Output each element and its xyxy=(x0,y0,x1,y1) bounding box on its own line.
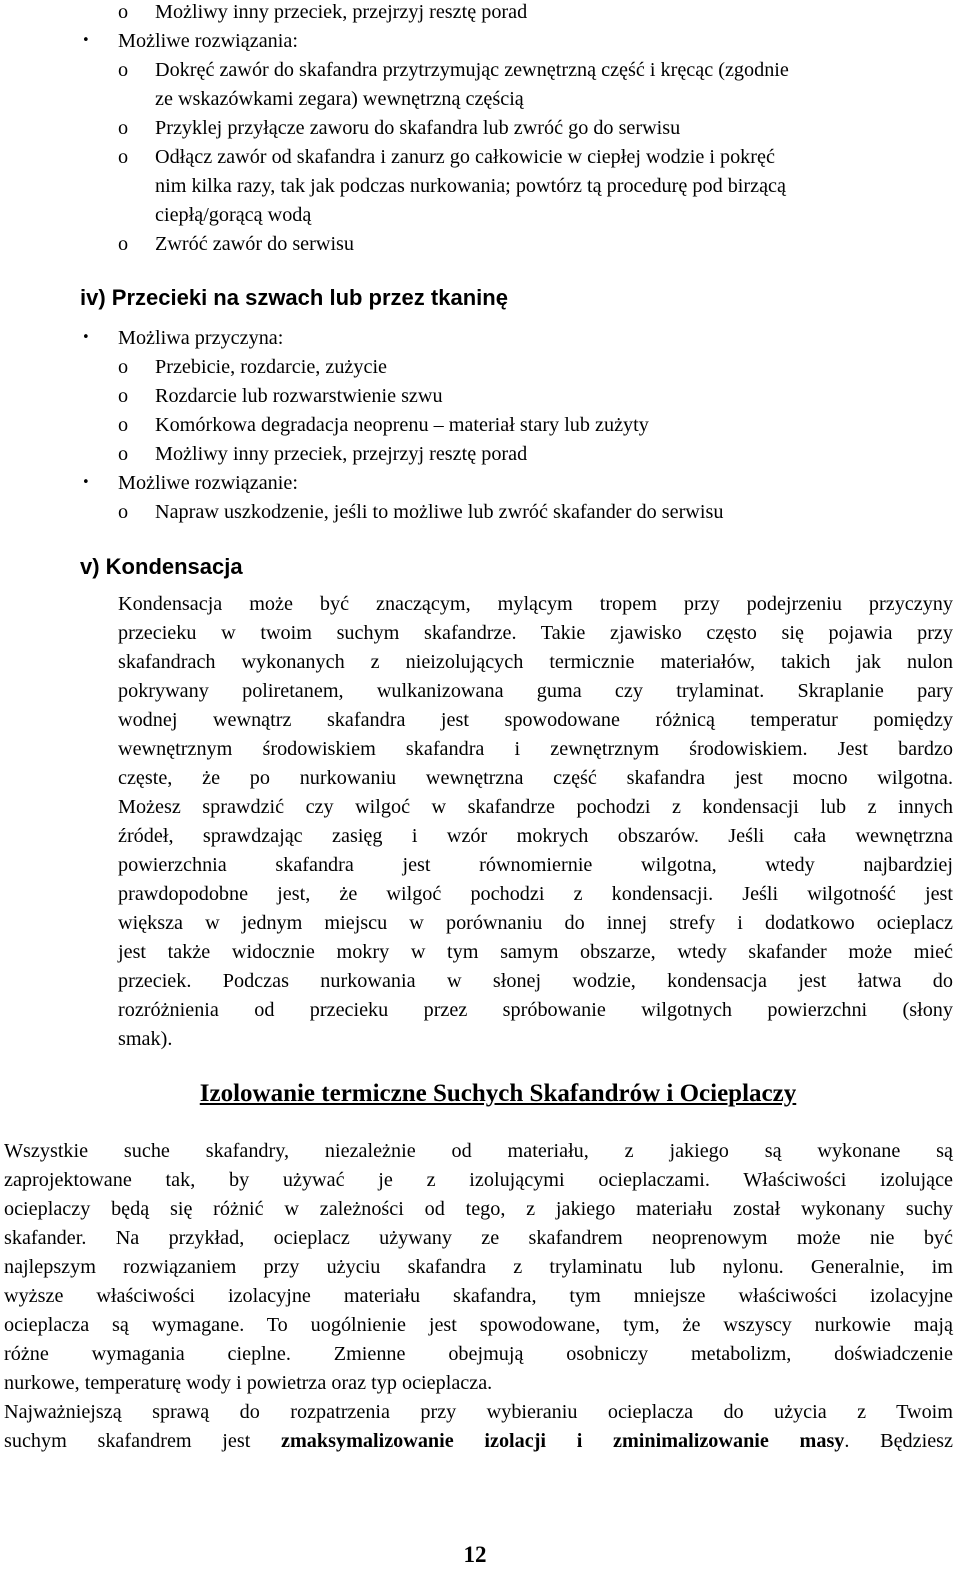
paragraph-line: najlepszym rozwiązaniem przy użyciu skafandra z trylaminatu lub nylonu. Generalnie, im xyxy=(4,1256,953,1278)
bullet-marker: • xyxy=(82,33,90,48)
paragraph-line: smak). xyxy=(118,1028,173,1050)
solution-label: Możliwe rozwiązanie: xyxy=(118,472,298,494)
paragraph-line: różne wymagania cieplne. Zmienne obejmują osobniczy metabolizm, doświadczenie xyxy=(4,1343,953,1365)
sub-bullet-marker: o xyxy=(118,414,129,436)
paragraph-line: skafander. Na przykład, ocieplacz używany ze skafandrem neoprenowym może nie być xyxy=(4,1227,953,1249)
section-heading: v) Kondensacja xyxy=(80,554,243,579)
paragraph-line: źródeł, sprawdzając zasięg i wzór mokrych obszarów. Jeśli cała wewnętrzna xyxy=(118,825,953,847)
section-heading: iv) Przecieki na szwach lub przez tkaninę xyxy=(80,285,508,310)
paragraph-line: Możesz sprawdzić czy wilgoć w skafandrze pochodzi z kondensacji lub z innych xyxy=(118,796,953,818)
paragraph-line: nurkowe, temperaturę wody i powietrza oraz typ ocieplacza. xyxy=(4,1372,493,1394)
paragraph-line: jest także widocznie mokry w tym samym obszarze, wtedy skafander może mieć xyxy=(118,941,953,963)
paragraph-line: Najważniejszą sprawą do rozpatrzenia przy wybieraniu ocieplacza do użycia z Twoim xyxy=(4,1401,953,1423)
paragraph-line: przecieku w twoim suchym skafandrze. Takie zjawisko często się pojawia przy xyxy=(118,622,953,644)
list-item-continuation: nim kilka razy, tak jak podczas nurkowania; powtórz tą procedurę pod birzącą xyxy=(155,175,786,197)
paragraph-line: powierzchnia skafandra jest równomiernie wilgotna, wtedy najbardziej xyxy=(118,854,953,876)
section-title: Izolowanie termiczne Suchych Skafandrów i Ocieplaczy xyxy=(199,1080,797,1107)
paragraph-line: częste, że po nurkowaniu wewnętrzna część skafandra jest mocno wilgotna. xyxy=(118,767,953,789)
list-item: Możliwy inny przeciek, przejrzyj resztę porad xyxy=(155,1,528,23)
paragraph-line: Kondensacja może być znaczącym, mylącym tropem przy podejrzeniu przyczyny xyxy=(118,593,953,615)
paragraph-line: rozróżnienia od przecieku przez spróbowanie wilgotnych powierzchni (słony xyxy=(118,999,953,1021)
cause-label: Możliwa przyczyna: xyxy=(118,327,284,349)
sub-bullet-marker: o xyxy=(118,385,129,407)
sub-bullet-marker: o xyxy=(118,233,129,255)
list-item: Odłącz zawór od skafandra i zanurz go całkowicie w ciepłej wodzie i pokręć xyxy=(155,146,775,168)
paragraph-line: większa w jednym miejscu w porównaniu do innej strefy i dodatkowo ocieplacz xyxy=(118,912,953,934)
paragraph-line: pokrywany poliretanem, wulkanizowana guma czy trylaminat. Skraplanie pary xyxy=(118,680,953,702)
bullet-marker: • xyxy=(82,475,90,490)
paragraph-line: ocieplacza są wymagane. To uogólnienie jest spowodowane, tym, że wszyscy nurkowie mają xyxy=(4,1314,953,1336)
sub-bullet-marker: o xyxy=(118,443,129,465)
paragraph-line: skafandrach wykonanych z nieizolujących termicznie materiałów, takich jak nulon xyxy=(118,651,953,673)
sub-bullet-marker: o xyxy=(118,146,129,168)
sub-bullet-marker: o xyxy=(118,117,129,139)
sub-bullet-marker: o xyxy=(118,59,129,81)
list-item: Możliwy inny przeciek, przejrzyj resztę porad xyxy=(155,443,528,465)
list-item: Przyklej przyłącze zaworu do skafandra lub zwróć go do serwisu xyxy=(155,117,681,139)
bold-emphasis: zmaksymalizowanie izolacji i zminimalizowanie masy xyxy=(281,1430,845,1452)
paragraph-line: wodnej wewnątrz skafandra jest spowodowane różnicą temperatur pomiędzy xyxy=(118,709,953,731)
text-run: suchym skafandrem jest xyxy=(4,1430,282,1452)
list-item-continuation: ciepłą/gorącą wodą xyxy=(155,204,312,226)
paragraph-line: Wszystkie suche skafandry, niezależnie od materiału, z jakiego są wykonane są xyxy=(4,1140,953,1162)
text-run: . Będziesz xyxy=(844,1430,953,1452)
solutions-label: Możliwe rozwiązania: xyxy=(118,30,298,52)
bullet-marker: • xyxy=(82,330,90,345)
list-item: Przebicie, rozdarcie, zużycie xyxy=(155,356,388,378)
list-item: Napraw uszkodzenie, jeśli to możliwe lub zwróć skafander do serwisu xyxy=(155,501,724,523)
paragraph-line: ocieplaczy będą się różnić w zależności od tego, z jakiego materiału został wykonany suchy xyxy=(4,1198,953,1220)
paragraph-line: prawdopodobne jest, że wilgoć pochodzi z kondensacji. Jeśli wilgotność jest xyxy=(118,883,953,905)
list-item: Rozdarcie lub rozwarstwienie szwu xyxy=(155,385,443,407)
paragraph-line: przeciek. Podczas nurkowania w słonej wodzie, kondensacja jest łatwa do xyxy=(118,970,953,992)
page-number: 12 xyxy=(463,1542,487,1567)
sub-bullet-marker: o xyxy=(118,356,129,378)
list-item: Komórkowa degradacja neoprenu – materiał stary lub zużyty xyxy=(155,414,649,436)
paragraph-line: zaprojektowane tak, by używać je z izolującymi ocieplaczami. Właściwości izolujące xyxy=(4,1169,953,1191)
paragraph-line: wyższe właściwości izolacyjne materiału skafandra, tym mniejsze właściwości izolacyjne xyxy=(4,1285,953,1307)
sub-bullet-marker: o xyxy=(118,1,129,23)
list-item: Zwróć zawór do serwisu xyxy=(155,233,355,255)
paragraph-line: wewnętrznym środowiskiem skafandra i zewnętrznym środowiskiem. Jest bardzo xyxy=(118,738,953,760)
sub-bullet-marker: o xyxy=(118,501,129,523)
list-item-continuation: ze wskazówkami zegara) wewnętrzną częścią xyxy=(155,88,524,110)
paragraph-line xyxy=(4,1427,953,1455)
list-item: Dokręć zawór do skafandra przytrzymując zewnętrzną część i kręcąc (zgodnie xyxy=(155,59,789,81)
